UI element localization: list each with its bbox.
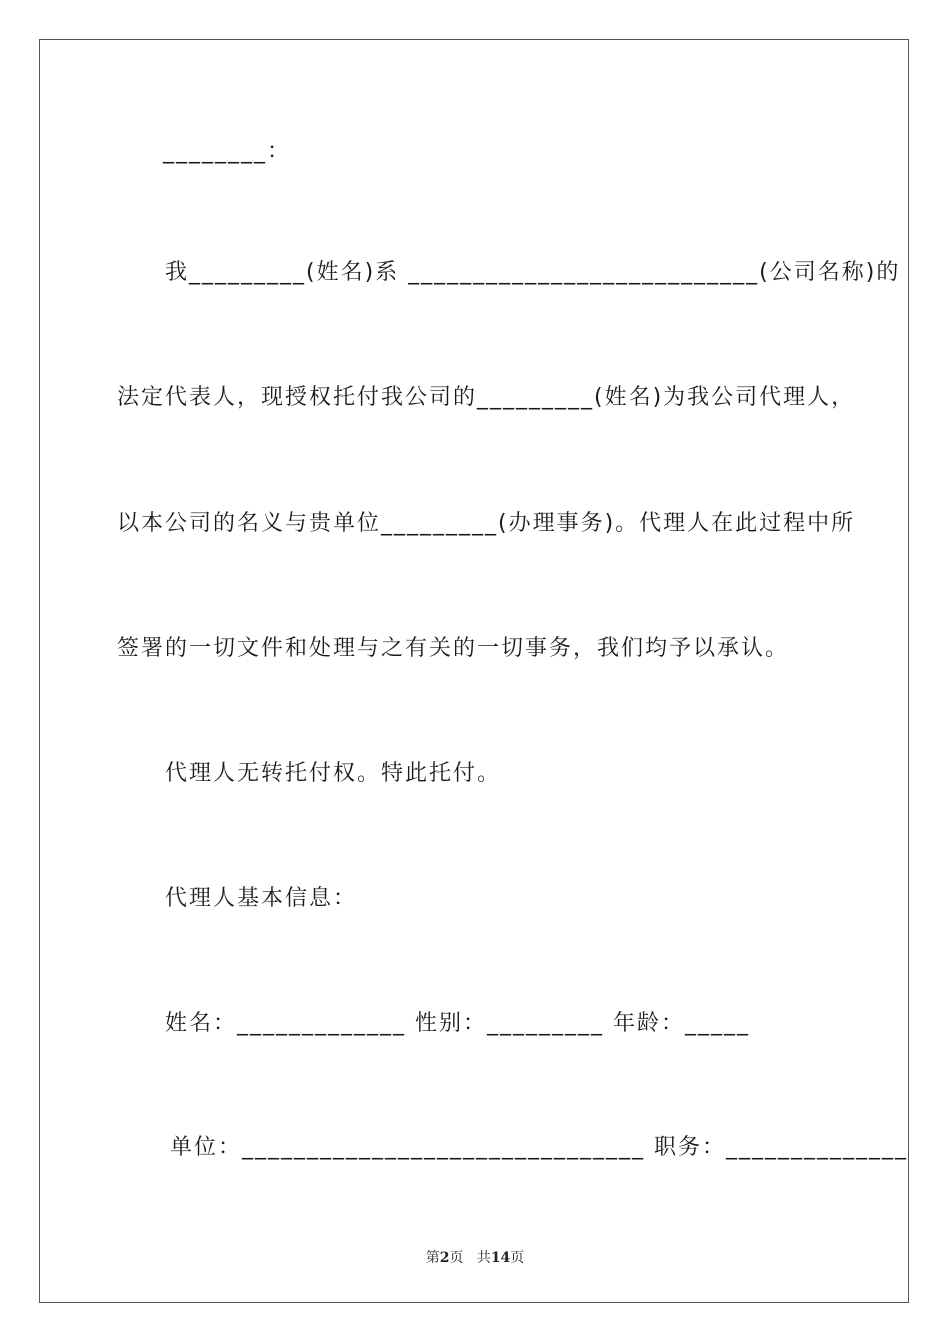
page-footer: [0, 1247, 950, 1267]
page-border: [39, 39, 909, 1303]
paragraph-line-2: 法定代表人，现授权托付我公司的_________(姓名)为我公司代理人，: [117, 385, 856, 410]
total-prefix: 共: [476, 1250, 491, 1266]
agent-info-heading: 代理人基本信息：: [165, 886, 358, 911]
total-pages: 14: [490, 1250, 511, 1266]
addressee-line: ________：: [163, 139, 292, 164]
page-prefix: 第: [425, 1250, 440, 1266]
total-suffix: 页: [510, 1250, 525, 1266]
page-number: 2: [439, 1250, 450, 1266]
paragraph-line-3: 以本公司的名义与贵单位_________(办理事务)。代理人在此过程中所: [117, 511, 856, 536]
paragraph-line-1: 我_________(姓名)系 ___________________________(公司名称)的: [165, 260, 901, 285]
agent-unit-position-line: 单位：_______________________________ 职务：______________: [170, 1135, 908, 1160]
page-suffix: 页: [449, 1250, 464, 1266]
no-subdelegation-line: 代理人无转托付权。特此托付。: [165, 761, 502, 786]
agent-name-gender-age-line: 姓名：_____________ 性别：_________ 年龄：_____: [165, 1011, 750, 1036]
paragraph-line-4: 签署的一切文件和处理与之有关的一切事务，我们均予以承认。: [117, 636, 790, 661]
